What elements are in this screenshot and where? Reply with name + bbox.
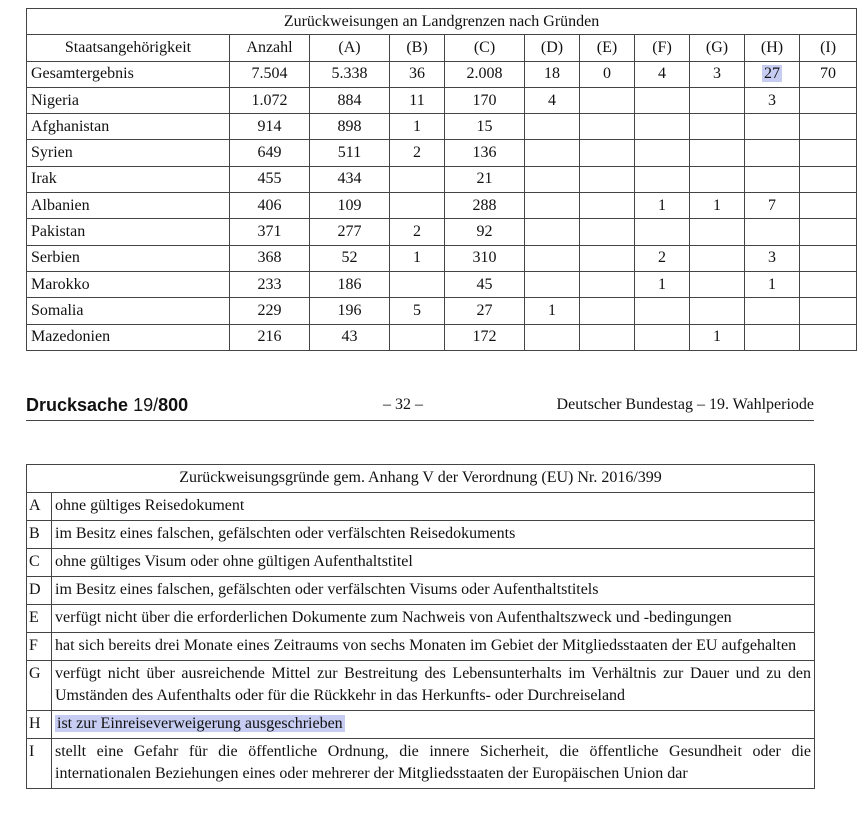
value-cell: 27 <box>445 298 525 324</box>
value-cell: 5.338 <box>310 61 390 87</box>
value-cell <box>525 166 580 192</box>
highlighted-reason: ist zur Einreiseverweigerung ausgeschrieben <box>57 715 343 732</box>
value-cell: 109 <box>310 193 390 219</box>
value-cell <box>690 166 745 192</box>
value-cell <box>800 140 857 166</box>
value-cell: 3 <box>690 61 745 87</box>
column-header: (I) <box>800 35 857 61</box>
value-cell: 3 <box>745 87 800 113</box>
value-cell: 1 <box>390 114 445 140</box>
table-row <box>27 87 857 113</box>
value-cell: 4 <box>635 61 690 87</box>
rejection-reasons-legend <box>26 464 815 789</box>
value-cell <box>635 87 690 113</box>
drucksache-number: 800 <box>158 395 189 415</box>
value-cell: 914 <box>230 114 310 140</box>
legend-row <box>27 605 815 633</box>
reason-code: E <box>27 605 52 633</box>
reason-text: verfügt nicht über die erforderlichen Dokumente zum Nachweis von Aufenthaltszweck und -bedingungen <box>52 605 815 633</box>
value-cell: 18 <box>525 61 580 87</box>
drucksache-number-prefix: 19/ <box>133 395 159 415</box>
value-cell: 1 <box>635 271 690 297</box>
legend-body <box>27 493 815 789</box>
drucksache-reference <box>26 395 188 416</box>
value-cell <box>525 271 580 297</box>
value-cell: 288 <box>445 193 525 219</box>
value-cell: 1.072 <box>230 87 310 113</box>
drucksache-label: Drucksache <box>26 395 129 415</box>
value-cell: 136 <box>445 140 525 166</box>
reason-text: stellt eine Gefahr für die öffentliche Ordnung, die innere Sicherheit, die öffentliche Gesundheit oder die internationalen Beziehungen eines oder mehrerer der Mitgliedsstaaten der Europäischen Union dar <box>52 739 815 789</box>
column-header: (F) <box>635 35 690 61</box>
value-cell: 3 <box>745 245 800 271</box>
value-cell <box>800 114 857 140</box>
value-cell: 2 <box>390 140 445 166</box>
table-caption: Zurückweisungen an Landgrenzen nach Gründen <box>27 9 857 35</box>
value-cell <box>580 166 635 192</box>
value-cell <box>745 298 800 324</box>
value-cell: 7 <box>745 193 800 219</box>
value-cell <box>635 140 690 166</box>
value-cell <box>800 219 857 245</box>
reason-code: D <box>27 577 52 605</box>
reason-text: im Besitz eines falschen, gefälschten oder verfälschten Reisedokuments <box>52 521 815 549</box>
reason-code: F <box>27 633 52 661</box>
value-cell <box>525 219 580 245</box>
value-cell <box>745 324 800 350</box>
value-cell <box>800 271 857 297</box>
value-cell: 43 <box>310 324 390 350</box>
country-cell: Serbien <box>27 245 230 271</box>
reason-code: I <box>27 739 52 789</box>
highlighted-value: 27 <box>764 65 780 83</box>
value-cell <box>635 166 690 192</box>
column-header: (B) <box>390 35 445 61</box>
value-cell: 70 <box>800 61 857 87</box>
value-cell <box>390 193 445 219</box>
value-cell <box>580 298 635 324</box>
country-cell: Nigeria <box>27 87 230 113</box>
value-cell: 92 <box>445 219 525 245</box>
value-cell: 36 <box>390 61 445 87</box>
value-cell <box>390 166 445 192</box>
country-cell: Pakistan <box>27 219 230 245</box>
legend-row <box>27 549 815 577</box>
value-cell: 15 <box>445 114 525 140</box>
value-cell <box>690 114 745 140</box>
column-header: Anzahl <box>230 35 310 61</box>
value-cell: 649 <box>230 140 310 166</box>
page-number: – 32 – <box>383 396 423 413</box>
value-cell <box>580 219 635 245</box>
value-cell: 7.504 <box>230 61 310 87</box>
value-cell <box>580 114 635 140</box>
value-cell: 310 <box>445 245 525 271</box>
value-cell <box>800 298 857 324</box>
column-header: (A) <box>310 35 390 61</box>
reason-text: ohne gültiges Visum oder ohne gültigen Aufenthaltstitel <box>52 549 815 577</box>
value-cell: 45 <box>445 271 525 297</box>
value-cell: 1 <box>690 193 745 219</box>
value-cell: 2.008 <box>445 61 525 87</box>
legend-row <box>27 739 815 789</box>
value-cell: 233 <box>230 271 310 297</box>
table-row <box>27 166 857 192</box>
value-cell <box>635 324 690 350</box>
country-cell: Syrien <box>27 140 230 166</box>
country-cell: Albanien <box>27 193 230 219</box>
value-cell: 1 <box>390 245 445 271</box>
table-row <box>27 114 857 140</box>
value-cell <box>745 114 800 140</box>
value-cell <box>690 140 745 166</box>
value-cell <box>390 271 445 297</box>
reason-text: ohne gültiges Reisedokument <box>52 493 815 521</box>
value-cell: 186 <box>310 271 390 297</box>
value-cell <box>580 87 635 113</box>
reason-text <box>52 711 815 739</box>
country-cell: Gesamtergebnis <box>27 61 230 87</box>
table-row <box>27 324 857 350</box>
value-cell <box>745 140 800 166</box>
column-header: (G) <box>690 35 745 61</box>
value-cell <box>745 61 800 87</box>
value-cell: 0 <box>580 61 635 87</box>
rejections-table <box>26 8 857 351</box>
value-cell: 371 <box>230 219 310 245</box>
reason-code: H <box>27 711 52 739</box>
legend-row <box>27 711 815 739</box>
reason-text: im Besitz eines falschen, gefälschten oder verfälschten Visums oder Aufenthaltstitels <box>52 577 815 605</box>
value-cell: 1 <box>690 324 745 350</box>
value-cell <box>390 324 445 350</box>
value-cell <box>690 219 745 245</box>
value-cell <box>690 298 745 324</box>
value-cell: 511 <box>310 140 390 166</box>
value-cell <box>525 324 580 350</box>
value-cell: 898 <box>310 114 390 140</box>
value-cell: 52 <box>310 245 390 271</box>
value-cell <box>745 219 800 245</box>
table-row <box>27 140 857 166</box>
value-cell <box>580 271 635 297</box>
value-cell <box>635 298 690 324</box>
value-cell <box>525 245 580 271</box>
value-cell <box>800 87 857 113</box>
value-cell: 1 <box>635 193 690 219</box>
legend-row <box>27 521 815 549</box>
value-cell: 2 <box>390 219 445 245</box>
table-row <box>27 245 857 271</box>
value-cell <box>800 193 857 219</box>
value-cell: 4 <box>525 87 580 113</box>
value-cell <box>635 114 690 140</box>
column-header: Staatsangehörigkeit <box>27 35 230 61</box>
value-cell: 455 <box>230 166 310 192</box>
value-cell <box>525 140 580 166</box>
value-cell: 196 <box>310 298 390 324</box>
value-cell: 1 <box>745 271 800 297</box>
country-cell: Somalia <box>27 298 230 324</box>
country-cell: Irak <box>27 166 230 192</box>
value-cell: 434 <box>310 166 390 192</box>
value-cell <box>580 245 635 271</box>
reason-code: G <box>27 661 52 711</box>
value-cell: 21 <box>445 166 525 192</box>
column-header: (E) <box>580 35 635 61</box>
value-cell: 368 <box>230 245 310 271</box>
country-cell: Mazedonien <box>27 324 230 350</box>
value-cell <box>690 87 745 113</box>
value-cell <box>800 245 857 271</box>
value-cell <box>690 245 745 271</box>
value-cell: 5 <box>390 298 445 324</box>
value-cell <box>690 271 745 297</box>
value-cell <box>580 193 635 219</box>
table-header-row <box>27 35 857 61</box>
reason-code: C <box>27 549 52 577</box>
column-header: (H) <box>745 35 800 61</box>
legend-row <box>27 633 815 661</box>
column-header: (C) <box>445 35 525 61</box>
value-cell: 172 <box>445 324 525 350</box>
table-row <box>27 298 857 324</box>
value-cell <box>745 166 800 192</box>
value-cell <box>800 166 857 192</box>
value-cell <box>635 219 690 245</box>
legend-caption: Zurückweisungsgründe gem. Anhang V der Verordnung (EU) Nr. 2016/399 <box>27 465 815 493</box>
bundestag-period: Deutscher Bundestag – 19. Wahlperiode <box>556 396 814 413</box>
table-body <box>27 61 857 350</box>
value-cell <box>525 193 580 219</box>
table-row <box>27 219 857 245</box>
reason-code: B <box>27 521 52 549</box>
value-cell: 277 <box>310 219 390 245</box>
column-header: (D) <box>525 35 580 61</box>
value-cell: 11 <box>390 87 445 113</box>
reason-text: hat sich bereits drei Monate eines Zeitraums von sechs Monaten im Gebiet der Mitgliedsstaaten der EU aufgehalten <box>52 633 815 661</box>
value-cell <box>580 324 635 350</box>
value-cell: 406 <box>230 193 310 219</box>
reason-code: A <box>27 493 52 521</box>
country-cell: Afghanistan <box>27 114 230 140</box>
legend-row <box>27 661 815 711</box>
legend-row <box>27 577 815 605</box>
page-header <box>26 393 814 421</box>
value-cell: 2 <box>635 245 690 271</box>
value-cell: 170 <box>445 87 525 113</box>
table-row <box>27 193 857 219</box>
country-cell: Marokko <box>27 271 230 297</box>
legend-row <box>27 493 815 521</box>
value-cell <box>525 114 580 140</box>
value-cell <box>580 140 635 166</box>
reason-text: verfügt nicht über ausreichende Mittel zur Bestreitung des Lebensunterhalts im Verhältnis zur Dauer und zu den Umständen des Aufenthalts oder für die Rückkehr in das Herkunfts- oder Durchreiseland <box>52 661 815 711</box>
value-cell: 884 <box>310 87 390 113</box>
table-row <box>27 271 857 297</box>
table-row <box>27 61 857 87</box>
value-cell: 1 <box>525 298 580 324</box>
value-cell: 216 <box>230 324 310 350</box>
value-cell: 229 <box>230 298 310 324</box>
value-cell <box>800 324 857 350</box>
